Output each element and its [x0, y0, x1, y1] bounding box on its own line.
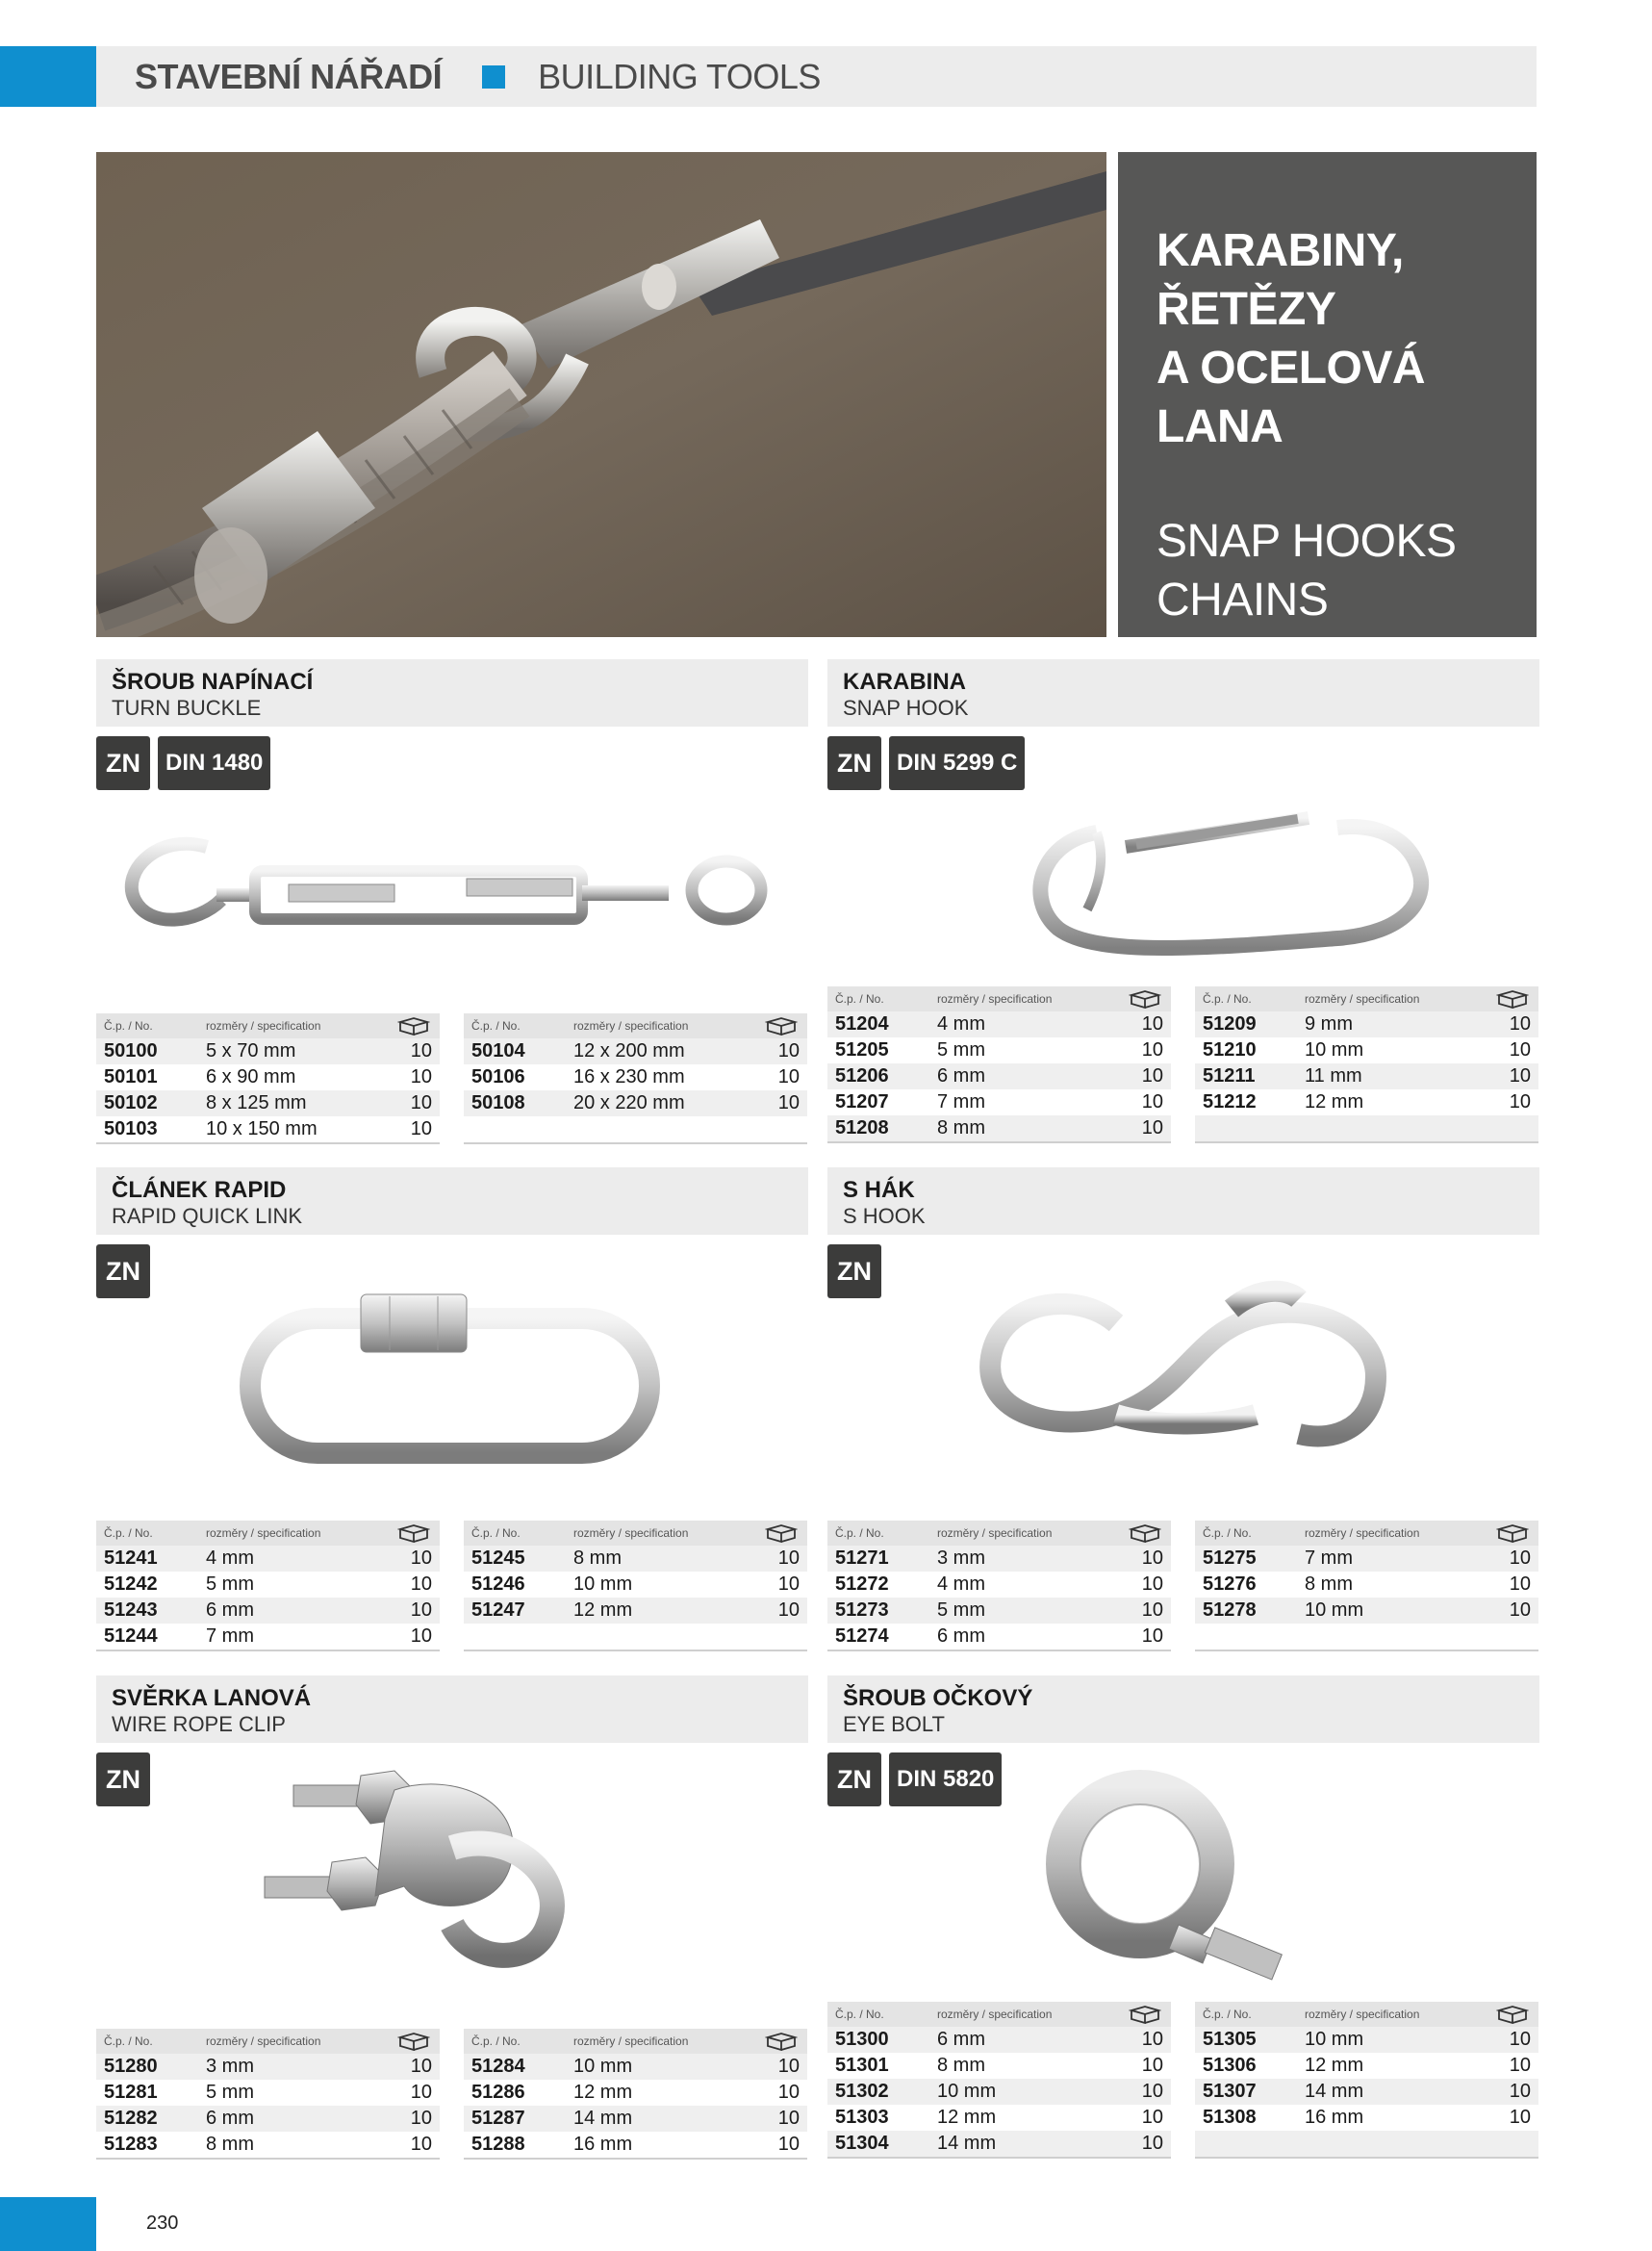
table-row — [464, 1038, 807, 1064]
item-qty: 10 — [1141, 1548, 1163, 1569]
item-qty: 10 — [410, 1599, 432, 1621]
item-no: 51286 — [471, 2082, 525, 2103]
item-qty: 10 — [777, 2082, 800, 2103]
finish-badge: ZN — [96, 736, 150, 790]
table-row — [96, 1624, 440, 1650]
item-qty: 10 — [1509, 2029, 1531, 2050]
item-spec: 12 mm — [1305, 2055, 1364, 2076]
finish-badge: ZN — [827, 1244, 881, 1298]
product-table — [1195, 2002, 1538, 2159]
table-row — [96, 1546, 440, 1572]
item-no: 51205 — [835, 1039, 889, 1061]
product-table — [464, 2029, 807, 2160]
item-qty: 10 — [1141, 1573, 1163, 1595]
item-spec: 5 x 70 mm — [206, 1040, 296, 1062]
col-header-spec: rozměry / specification — [573, 1526, 689, 1540]
product-table — [96, 1013, 440, 1144]
item-spec: 12 x 200 mm — [573, 1040, 685, 1062]
section-header — [96, 1167, 808, 1235]
table-row — [827, 1572, 1171, 1598]
item-no: 51207 — [835, 1091, 889, 1113]
item-no: 51288 — [471, 2134, 525, 2155]
item-qty: 10 — [410, 2134, 432, 2155]
section-turnbuckle — [96, 659, 808, 790]
item-qty: 10 — [777, 2108, 800, 2129]
section-title-cz: S HÁK — [843, 1177, 915, 1203]
item-no: 51271 — [835, 1548, 889, 1569]
item-no: 51276 — [1203, 1573, 1257, 1595]
table-row — [1195, 1115, 1538, 1141]
item-spec: 3 mm — [206, 2056, 254, 2077]
section-header — [827, 1167, 1539, 1235]
item-spec: 8 mm — [573, 1548, 622, 1569]
table-row — [827, 2131, 1171, 2157]
item-spec: 12 mm — [573, 2082, 633, 2103]
table-row — [827, 2053, 1171, 2079]
section-title-cz: ŠROUB NAPÍNACÍ — [112, 669, 314, 695]
item-no: 51281 — [104, 2082, 158, 2103]
item-no: 51301 — [835, 2055, 889, 2076]
table-row — [464, 1116, 807, 1142]
item-no: 51246 — [471, 1573, 525, 1595]
hero-title-en-line: CHAINS — [1156, 575, 1329, 626]
item-spec: 8 mm — [206, 2134, 254, 2155]
table-row — [464, 1598, 807, 1624]
chapter-title-cz: STAVEBNÍ NÁŘADÍ — [135, 56, 443, 96]
item-spec: 8 mm — [1305, 1573, 1353, 1595]
table-row — [1195, 2027, 1538, 2053]
item-qty: 10 — [410, 1066, 432, 1087]
item-no: 51241 — [104, 1548, 158, 1569]
item-qty: 10 — [1509, 1065, 1531, 1087]
item-qty: 10 — [1509, 2055, 1531, 2076]
item-qty: 10 — [777, 1066, 800, 1087]
table-row — [1195, 2105, 1538, 2131]
col-header-no: Č.p. / No. — [835, 1526, 884, 1540]
table-row — [827, 1063, 1171, 1089]
item-no: 51300 — [835, 2029, 889, 2050]
item-spec: 10 mm — [1305, 1039, 1364, 1061]
table-row — [1195, 1546, 1538, 1572]
col-header-no: Č.p. / No. — [471, 1019, 521, 1033]
table-row — [1195, 1011, 1538, 1037]
item-spec: 8 mm — [937, 2055, 985, 2076]
finish-badge: ZN — [827, 736, 881, 790]
table-row — [1195, 2053, 1538, 2079]
item-spec: 6 mm — [206, 1599, 254, 1621]
package-quantity-icon — [1496, 1523, 1529, 1543]
item-qty: 10 — [1509, 1091, 1531, 1113]
corner-accent-tab — [0, 46, 96, 107]
item-no: 51247 — [471, 1599, 525, 1621]
col-header-no: Č.p. / No. — [104, 1526, 153, 1540]
package-quantity-icon — [765, 1523, 798, 1543]
item-no: 51283 — [104, 2134, 158, 2155]
item-spec: 5 mm — [206, 2082, 254, 2103]
item-spec: 8 x 125 mm — [206, 1092, 307, 1113]
item-no: 50104 — [471, 1040, 525, 1062]
page-accent-tab — [0, 2197, 96, 2251]
item-spec: 12 mm — [573, 1599, 633, 1621]
section-title-en: EYE BOLT — [843, 1712, 945, 1736]
table-row — [96, 2106, 440, 2132]
col-header-spec: rozměry / specification — [573, 1019, 689, 1033]
table-row — [96, 1598, 440, 1624]
col-header-spec: rozměry / specification — [206, 1019, 321, 1033]
eyebolt-image — [1034, 1756, 1294, 1997]
item-qty: 10 — [777, 1548, 800, 1569]
standard-badge: DIN 5299 C — [889, 736, 1025, 790]
item-spec: 20 x 220 mm — [573, 1092, 685, 1113]
item-spec: 11 mm — [1305, 1065, 1362, 1087]
item-spec: 10 x 150 mm — [206, 1118, 318, 1139]
item-qty: 10 — [410, 1092, 432, 1113]
item-qty: 10 — [777, 1573, 800, 1595]
item-spec: 4 mm — [206, 1548, 254, 1569]
section-title-en: WIRE ROPE CLIP — [112, 1712, 286, 1736]
table-row — [96, 2080, 440, 2106]
item-qty: 10 — [1141, 2107, 1163, 2128]
col-header-spec: rozměry / specification — [937, 1526, 1053, 1540]
item-qty: 10 — [1141, 1039, 1163, 1061]
product-table — [1195, 986, 1538, 1143]
item-spec: 6 mm — [937, 2029, 985, 2050]
item-qty: 10 — [410, 1118, 432, 1139]
item-no: 51212 — [1203, 1091, 1257, 1113]
item-qty: 10 — [1141, 1599, 1163, 1621]
item-spec: 6 x 90 mm — [206, 1066, 296, 1087]
item-spec: 7 mm — [937, 1091, 985, 1113]
table-row — [464, 1546, 807, 1572]
section-title-cz: ČLÁNEK RAPID — [112, 1177, 287, 1203]
table-row — [464, 2080, 807, 2106]
item-qty: 10 — [1509, 1013, 1531, 1035]
item-no: 50100 — [104, 1040, 158, 1062]
item-qty: 10 — [410, 1548, 432, 1569]
col-header-spec: rozměry / specification — [937, 2008, 1053, 2021]
item-qty: 10 — [410, 2082, 432, 2103]
item-spec: 4 mm — [937, 1013, 985, 1035]
item-qty: 10 — [410, 2056, 432, 2077]
item-qty: 10 — [777, 1092, 800, 1113]
table-row — [827, 1089, 1171, 1115]
item-spec: 6 mm — [206, 2108, 254, 2129]
standard-badge: DIN 5820 — [889, 1752, 1002, 1806]
item-spec: 8 mm — [937, 1117, 985, 1138]
col-header-no: Č.p. / No. — [471, 2034, 521, 2048]
item-no: 51272 — [835, 1573, 889, 1595]
item-no: 51244 — [104, 1625, 158, 1647]
table-row — [96, 1116, 440, 1142]
finish-badge: ZN — [96, 1244, 150, 1298]
item-no: 51280 — [104, 2056, 158, 2077]
item-no: 50101 — [104, 1066, 158, 1087]
item-no: 51282 — [104, 2108, 158, 2129]
col-header-no: Č.p. / No. — [835, 992, 884, 1006]
item-no: 51208 — [835, 1117, 889, 1138]
table-row — [96, 1038, 440, 1064]
item-spec: 16 mm — [1305, 2107, 1364, 2128]
table-row — [827, 1037, 1171, 1063]
item-qty: 10 — [410, 2108, 432, 2129]
item-qty: 10 — [1141, 1091, 1163, 1113]
item-qty: 10 — [1141, 2029, 1163, 2050]
product-table — [96, 2029, 440, 2160]
item-spec: 7 mm — [206, 1625, 254, 1647]
item-spec: 7 mm — [1305, 1548, 1353, 1569]
item-qty: 10 — [410, 1573, 432, 1595]
item-qty: 10 — [1509, 1573, 1531, 1595]
table-row — [464, 1624, 807, 1650]
table-row — [1195, 1572, 1538, 1598]
item-no: 51306 — [1203, 2055, 1257, 2076]
section-quicklink — [96, 1167, 808, 1298]
item-spec: 4 mm — [937, 1573, 985, 1595]
item-no: 51305 — [1203, 2029, 1257, 2050]
table-row — [464, 1064, 807, 1090]
table-row — [827, 1115, 1171, 1141]
item-no: 51204 — [835, 1013, 889, 1035]
item-spec: 14 mm — [1305, 2081, 1364, 2102]
header-separator-square — [482, 65, 505, 89]
hero-title-cz-line: KARABINY, ŘETĚZY — [1156, 225, 1404, 335]
col-header-no: Č.p. / No. — [104, 2034, 153, 2048]
item-no: 51304 — [835, 2133, 889, 2154]
item-no: 51284 — [471, 2056, 525, 2077]
table-row — [464, 2132, 807, 2158]
product-table — [827, 1521, 1171, 1651]
item-qty: 10 — [777, 1040, 800, 1062]
col-header-no: Č.p. / No. — [471, 1526, 521, 1540]
table-row — [1195, 2079, 1538, 2105]
hero-title-panel — [1118, 152, 1537, 637]
item-qty: 10 — [1141, 1013, 1163, 1035]
item-qty: 10 — [1509, 1599, 1531, 1621]
section-header — [96, 659, 808, 727]
product-table — [827, 986, 1171, 1143]
table-row — [96, 1572, 440, 1598]
col-header-spec: rozměry / specification — [1305, 1526, 1420, 1540]
item-spec: 5 mm — [937, 1039, 985, 1061]
section-title-cz: SVĚRKA LANOVÁ — [112, 1685, 312, 1711]
item-spec: 10 mm — [1305, 1599, 1364, 1621]
item-spec: 12 mm — [937, 2107, 997, 2128]
product-table — [1195, 1521, 1538, 1651]
item-spec: 10 mm — [937, 2081, 997, 2102]
item-no: 51278 — [1203, 1599, 1257, 1621]
package-quantity-icon — [397, 2032, 430, 2051]
item-spec: 5 mm — [937, 1599, 985, 1621]
item-no: 51211 — [1203, 1065, 1256, 1087]
item-spec: 16 x 230 mm — [573, 1066, 685, 1087]
item-spec: 12 mm — [1305, 1091, 1364, 1113]
section-header — [827, 1675, 1539, 1743]
item-qty: 10 — [1509, 2081, 1531, 2102]
table-row — [96, 2132, 440, 2158]
package-quantity-icon — [1496, 989, 1529, 1009]
item-qty: 10 — [1141, 1117, 1163, 1138]
product-table — [464, 1013, 807, 1144]
item-qty: 10 — [1141, 2081, 1163, 2102]
table-row — [827, 1546, 1171, 1572]
chapter-title-en: BUILDING TOOLS — [538, 56, 821, 96]
col-header-spec: rozměry / specification — [206, 2034, 321, 2048]
package-quantity-icon — [1129, 989, 1161, 1009]
table-row — [1195, 1037, 1538, 1063]
section-title-cz: KARABINA — [843, 669, 966, 695]
quicklink-image — [236, 1285, 669, 1482]
ropeclip-image — [260, 1761, 577, 1987]
table-row — [827, 1624, 1171, 1650]
item-spec: 10 mm — [573, 2056, 633, 2077]
standard-badge: DIN 1480 — [158, 736, 270, 790]
item-qty: 10 — [777, 2134, 800, 2155]
item-qty: 10 — [1509, 1039, 1531, 1061]
product-table — [96, 1521, 440, 1651]
item-no: 50108 — [471, 1092, 525, 1113]
item-qty: 10 — [410, 1040, 432, 1062]
col-header-no: Č.p. / No. — [104, 1019, 153, 1033]
table-row — [96, 1064, 440, 1090]
hero-title-cz-line: A OCELOVÁ LANA — [1156, 343, 1426, 452]
col-header-spec: rozměry / specification — [573, 2034, 689, 2048]
item-no: 51287 — [471, 2108, 525, 2129]
table-row — [827, 2027, 1171, 2053]
col-header-no: Č.p. / No. — [1203, 2008, 1252, 2021]
table-row — [827, 1598, 1171, 1624]
item-qty: 10 — [410, 1625, 432, 1647]
table-row — [1195, 1089, 1538, 1115]
item-no: 51307 — [1203, 2081, 1257, 2102]
item-no: 51302 — [835, 2081, 889, 2102]
product-table — [464, 1521, 807, 1651]
hero-title-cz — [1156, 221, 1537, 456]
snaphook-image — [1020, 804, 1434, 962]
section-title-en: RAPID QUICK LINK — [112, 1204, 303, 1228]
item-spec: 14 mm — [573, 2108, 633, 2129]
section-title-en: TURN BUCKLE — [112, 696, 262, 720]
package-quantity-icon — [765, 1016, 798, 1036]
col-header-spec: rozměry / specification — [206, 1526, 321, 1540]
table-row — [464, 2054, 807, 2080]
item-qty: 10 — [1141, 1625, 1163, 1647]
item-no: 50106 — [471, 1066, 525, 1087]
col-header-spec: rozměry / specification — [1305, 2008, 1420, 2021]
item-qty: 10 — [1141, 1065, 1163, 1087]
section-title-en: S HOOK — [843, 1204, 926, 1228]
package-quantity-icon — [1496, 2005, 1529, 2024]
page-number: 230 — [146, 2213, 179, 2234]
finish-badge: ZN — [96, 1752, 150, 1806]
item-no: 51275 — [1203, 1548, 1257, 1569]
item-no: 51209 — [1203, 1013, 1257, 1035]
item-no: 51210 — [1203, 1039, 1257, 1061]
item-no: 51303 — [835, 2107, 889, 2128]
item-spec: 9 mm — [1305, 1013, 1353, 1035]
col-header-spec: rozměry / specification — [1305, 992, 1420, 1006]
package-quantity-icon — [765, 2032, 798, 2051]
item-spec: 14 mm — [937, 2133, 997, 2154]
package-quantity-icon — [397, 1523, 430, 1543]
item-spec: 6 mm — [937, 1065, 985, 1087]
item-spec: 5 mm — [206, 1573, 254, 1595]
chapter-header — [96, 46, 1537, 107]
item-qty: 10 — [777, 2056, 800, 2077]
section-snaphook — [827, 659, 1539, 790]
table-row — [827, 1011, 1171, 1037]
section-title-cz: ŠROUB OČKOVÝ — [843, 1685, 1033, 1711]
turnbuckle-image — [120, 832, 784, 943]
item-no: 50102 — [104, 1092, 158, 1113]
item-no: 51206 — [835, 1065, 889, 1087]
shook-image — [972, 1280, 1395, 1458]
item-qty: 10 — [1141, 2133, 1163, 2154]
item-spec: 16 mm — [573, 2134, 633, 2155]
item-no: 51242 — [104, 1573, 158, 1595]
package-quantity-icon — [397, 1016, 430, 1036]
item-spec: 10 mm — [1305, 2029, 1364, 2050]
item-spec: 3 mm — [937, 1548, 985, 1569]
item-qty: 10 — [777, 1599, 800, 1621]
col-header-no: Č.p. / No. — [835, 2008, 884, 2021]
hero-photo-wire-rope — [96, 152, 1106, 637]
package-quantity-icon — [1129, 1523, 1161, 1543]
item-spec: 6 mm — [937, 1625, 985, 1647]
section-shook — [827, 1167, 1539, 1298]
section-title-en: SNAP HOOK — [843, 696, 969, 720]
table-row — [827, 2079, 1171, 2105]
item-qty: 10 — [1509, 1548, 1531, 1569]
table-row — [827, 2105, 1171, 2131]
item-no: 50103 — [104, 1118, 158, 1139]
table-row — [464, 1572, 807, 1598]
table-row — [464, 2106, 807, 2132]
table-row — [96, 1090, 440, 1116]
table-row — [96, 2054, 440, 2080]
col-header-no: Č.p. / No. — [1203, 1526, 1252, 1540]
item-qty: 10 — [1141, 2055, 1163, 2076]
section-header — [96, 1675, 808, 1743]
table-row — [1195, 1063, 1538, 1089]
table-row — [1195, 1598, 1538, 1624]
col-header-no: Č.p. / No. — [1203, 992, 1252, 1006]
item-spec: 10 mm — [573, 1573, 633, 1595]
item-no: 51243 — [104, 1599, 158, 1621]
product-table — [827, 2002, 1171, 2159]
item-no: 51274 — [835, 1625, 889, 1647]
col-header-spec: rozměry / specification — [937, 992, 1053, 1006]
item-no: 51245 — [471, 1548, 525, 1569]
finish-badge: ZN — [827, 1752, 881, 1806]
package-quantity-icon — [1129, 2005, 1161, 2024]
section-header — [827, 659, 1539, 727]
item-no: 51273 — [835, 1599, 889, 1621]
table-row — [464, 1090, 807, 1116]
table-row — [1195, 1624, 1538, 1650]
item-no: 51308 — [1203, 2107, 1257, 2128]
item-qty: 10 — [1509, 2107, 1531, 2128]
table-row — [1195, 2131, 1538, 2157]
hero-title-en-line: SNAP HOOKS — [1156, 516, 1457, 567]
